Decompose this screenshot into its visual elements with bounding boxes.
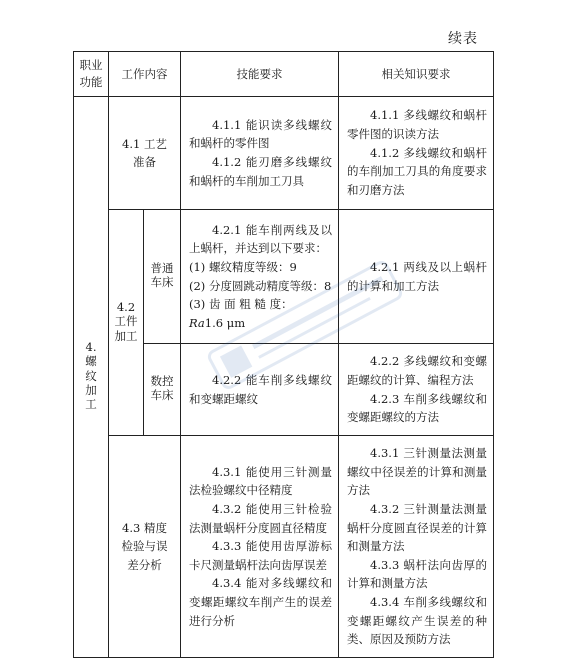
skill-prep-2: 4.1.2 能刃磨多线螺纹和蜗杆的车削加工刀具 — [189, 155, 332, 188]
skill-ordinary — [181, 210, 339, 344]
skill-ordinary-intro: 4.2.1 能车削两线及以上蜗杆，并达到以下要求： — [189, 222, 332, 256]
knowledge-prep-2: 4.1.2 多线螺纹和蜗杆的车削加工刀具的角度要求和刃磨方法 — [347, 145, 487, 197]
skill-inspection-4: 4.3.4 能对多线螺纹和变螺距螺纹车削产生的误差进行分析 — [189, 576, 332, 628]
knowledge-cnc-1: 4.2.2 多线螺纹和变螺距螺纹的计算、编程方法 — [347, 354, 487, 387]
roughness-value: 1.6 μm — [204, 315, 246, 330]
roughness-symbol: Ra — [189, 315, 205, 330]
machine-cnc — [144, 344, 181, 436]
knowledge-inspection-2: 4.3.2 三针测量法测量蜗杆分度圆直径误差的计算和测量方法 — [347, 501, 487, 554]
role-label: 4.螺纹加工 — [85, 339, 97, 412]
header-work: 工作内容 — [109, 52, 181, 97]
knowledge-ordinary-1: 4.2.1 两线及以上蜗杆的计算和加工方法 — [347, 259, 487, 293]
header-knowledge: 相关知识要求 — [339, 52, 494, 97]
knowledge-inspection-4: 4.3.4 车削多线螺纹和变螺距螺纹产生误差的种类、原因及预防方法 — [347, 595, 487, 647]
knowledge-ordinary — [339, 210, 494, 344]
skill-prep — [181, 97, 339, 210]
table-row-inspection — [74, 436, 494, 658]
table-row-prep — [74, 97, 494, 210]
skill-ordinary-item-1: (1) 螺纹精度等级：9 — [189, 259, 297, 274]
skill-cnc — [181, 344, 339, 436]
skill-ordinary-item-3 — [189, 295, 332, 332]
machine-ordinary-label: 普通车床 — [150, 261, 174, 290]
knowledge-prep-1: 4.1.1 多线螺纹和蜗杆零件图的识读方法 — [347, 108, 487, 142]
work-machining-label: 4.2 工件加工 — [114, 299, 138, 343]
header-skill: 技能要求 — [181, 52, 339, 97]
skill-inspection-1: 4.3.1 能使用三针测量法检验螺纹中径精度 — [189, 464, 332, 498]
machine-ordinary — [144, 210, 181, 344]
continued-label: 续表 — [448, 31, 478, 47]
roughness-prefix: (3) 齿 面 粗 糙 度： — [189, 297, 293, 312]
work-inspection: 4.3 精度检验与误差分析 — [109, 436, 181, 658]
knowledge-prep — [339, 97, 494, 210]
header-row — [74, 52, 494, 97]
skill-inspection-2: 4.3.2 能使用三针检验法测量蜗杆分度圆直径精度 — [189, 501, 332, 535]
header-role: 职业功能 — [74, 52, 109, 97]
table-row-ordinary-lathe — [74, 210, 494, 344]
knowledge-cnc — [339, 344, 494, 436]
knowledge-inspection — [339, 436, 494, 658]
work-machining — [109, 210, 144, 436]
knowledge-inspection-3: 4.3.3 蜗杆法向齿厚的计算和测量方法 — [347, 557, 487, 591]
skill-cnc-1: 4.2.2 能车削多线螺纹和变螺距螺纹 — [189, 372, 332, 406]
skill-inspection-3: 4.3.3 能使用齿厚游标卡尺测量蜗杆法向齿厚误差 — [189, 539, 332, 572]
work-prep: 4.1 工艺准备 — [109, 97, 181, 210]
skill-prep-1: 4.1.1 能识读多线螺纹和蜗杆的零件图 — [189, 117, 332, 151]
machine-cnc-label: 数控车床 — [150, 374, 174, 403]
skill-standard-table — [73, 51, 494, 658]
knowledge-cnc-2: 4.2.3 车削多线螺纹和变螺距螺纹的方法 — [347, 391, 487, 425]
skill-ordinary-item-2: (2) 分度圆跳动精度等级：8 — [189, 278, 332, 293]
role-cell — [74, 97, 109, 658]
knowledge-inspection-1: 4.3.1 三针测量法测量螺纹中径误差的计算和测量方法 — [347, 446, 487, 498]
skill-inspection — [181, 436, 339, 658]
